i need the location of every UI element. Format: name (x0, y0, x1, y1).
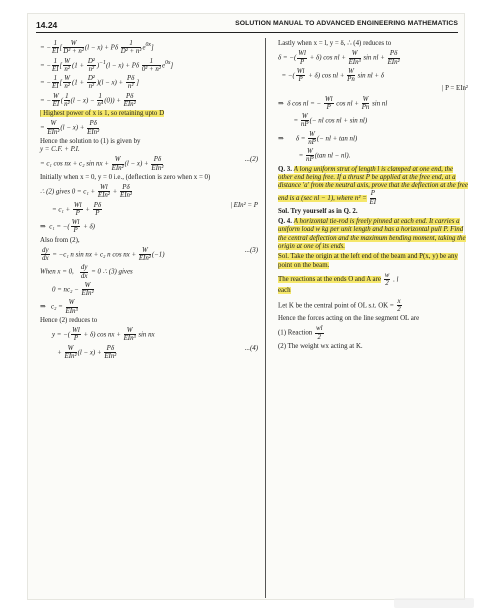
text-line: Initially when x = 0, y = 0 i.e., (deflection is zero when x = 0) (40, 173, 211, 181)
watermark (394, 598, 474, 608)
text-line: Hence (2) reduces to (40, 316, 98, 324)
equation-line: 0 = nc₂ − W EIn² (52, 281, 94, 298)
text-line: Also from (2), (40, 236, 80, 244)
text-line: Lastly when x = l, y = δ, ∴ (4) reduces to (278, 40, 392, 47)
text-line: | P = EIn² (441, 85, 468, 93)
text-line: (1) Reaction $\frac{wl}{2}$ (278, 325, 323, 341)
equation-line: = c₁ + $\frac{Wl}{P}$ + $\frac{P\delta}{P}$ | EIn² = P (52, 201, 258, 217)
equation-line: = $\frac{W}{nP}$ (tan nl − nl). (290, 148, 351, 164)
equation-line: When x = 0, $\frac{dy}{dx}$ = 0 ∴ (3) gives (40, 264, 133, 280)
equation-line: = − $\frac{W}{EI}$ ( $\frac{1}{\text{n²}}$ (l − x) − $\frac{1}{\text{n⁴}}$ (0)) + Pδ EIn² (40, 92, 136, 108)
equation-line: = − $\frac{1}{EI}$ [ $\frac{W}{\text{n²}}$ (1 + $\frac{\text{D²}}{\text{n²}}$ )(l − x) + $\frac{P\delta}{\text{n²}}$ ] (40, 75, 140, 91)
highlight-note: | Highest power of x is 1, so retaining upto D (40, 110, 165, 117)
text-line: Hence the forces acting on the line segment OL are (278, 315, 420, 323)
equation-line: y = −( $\frac{Wl}{P}$ + δ) cos nx + W EIn³ sin nx (52, 327, 155, 343)
text-line: Let K be the central point of OL s.t. OK = $\frac{x}{2}$ (278, 297, 401, 313)
equation-line: + W EIn² (l − x) + Pδ EIn² ...(4) (52, 344, 258, 360)
equation-line: δ = −( $\frac{Wl}{P}$ + δ) cos nl + W EIn³ sin nl + Pδ EIn² (278, 50, 400, 66)
equation-line: = W EIn² (l − x) + Pδ EIn² (40, 120, 100, 136)
page-number: 14.24 (36, 20, 58, 30)
equation-line: ⇒ c₂ = W EIn³ (40, 299, 78, 315)
equation-line: = − $\frac{1}{EI}$ [ $\frac{W}{\text{n²}}$ (1 + $\frac{\text{D²}}{\text{n²}}$ )$^{-1}$(l − x) + Pδ $\frac{1}{\text{0² + n²}}$ $e^{0x}$] (40, 57, 174, 73)
left-column (40, 40, 258, 362)
equation-line: ∴ (2) gives 0 = c₁ + Wl EIn² + Pδ EIn² (40, 184, 132, 200)
equation-line: ⇒ c₁ = −( $\frac{Wl}{P}$ + δ) (40, 219, 95, 235)
text-line: Sol. Try yourself as in Q. 2. (278, 207, 358, 215)
text-line: y = C.F. + P.I. (40, 146, 80, 154)
running-title: SOLUTION MANUAL TO ADVANCED ENGINEERING MATHEMATICS (235, 20, 458, 27)
equation-line: = − $\frac{1}{EI}$ [ $\frac{W}{\text{D² + n²}}$ (l − x) + Pδ $\frac{1}{\text{D² + n²}}$ $e^{0x}$] (40, 40, 154, 56)
equation-line: = c₁ cos nx + c₂ sin nx + W EIn² (l − x) + Pδ EIn² ...(2) (40, 156, 258, 172)
question-4: Q. 4. A horizontal tie-rod is freely pinned at each end. It carries a uniform load w kg per unit length and has a horizontal pull P. Find the central deflection and the maximum bending moment, taking the origin at one of its ends. (278, 218, 466, 251)
column-divider (265, 38, 266, 598)
text-line: Sol. Take the origin at the left end of the beam and P(x, y) be any point on the beam. (278, 253, 458, 269)
equation-line: ⇒ δ cos nl = − $\frac{Wl}{P}$ cos nl + $\frac{W}{Pn}$ sin nl (278, 95, 388, 111)
right-column (278, 40, 468, 353)
equation-line: ⇒ δ = $\frac{W}{nP}$ (− nl + tan nl) (278, 130, 358, 146)
question-3: Q. 3. A long uniform strut of length l is clamped at one end, the other end being free. If a thrust P be applied at the free end, at a distance 'a' from the neutral axis, prove that the deflection at the free end is a (sec nl − 1), where n² = $\frac{P}{EI}$ (278, 165, 468, 206)
equation-line: $\frac{dy}{dx}$ = −c₁ n sin nx + c₂ n cos nx + W EIn² (−1) ...(3) (42, 246, 258, 263)
text-line: The reactions at the ends O and A are $\frac{w}{2}$ . l (278, 271, 399, 288)
header-rule (36, 32, 458, 33)
equation-line: = $\frac{W}{nP}$ (− nl cos nl + sin nl) (290, 113, 368, 129)
equation-line: = −( $\frac{Wl}{P}$ + δ) cos nl + $\frac{W}{Pn}$ sin nl + δ (278, 67, 385, 84)
text-line: Hence the solution to (1) is given by (40, 137, 141, 145)
text-line: (2) The weight wx acting at K. (278, 342, 363, 350)
text-line: each (278, 287, 291, 295)
